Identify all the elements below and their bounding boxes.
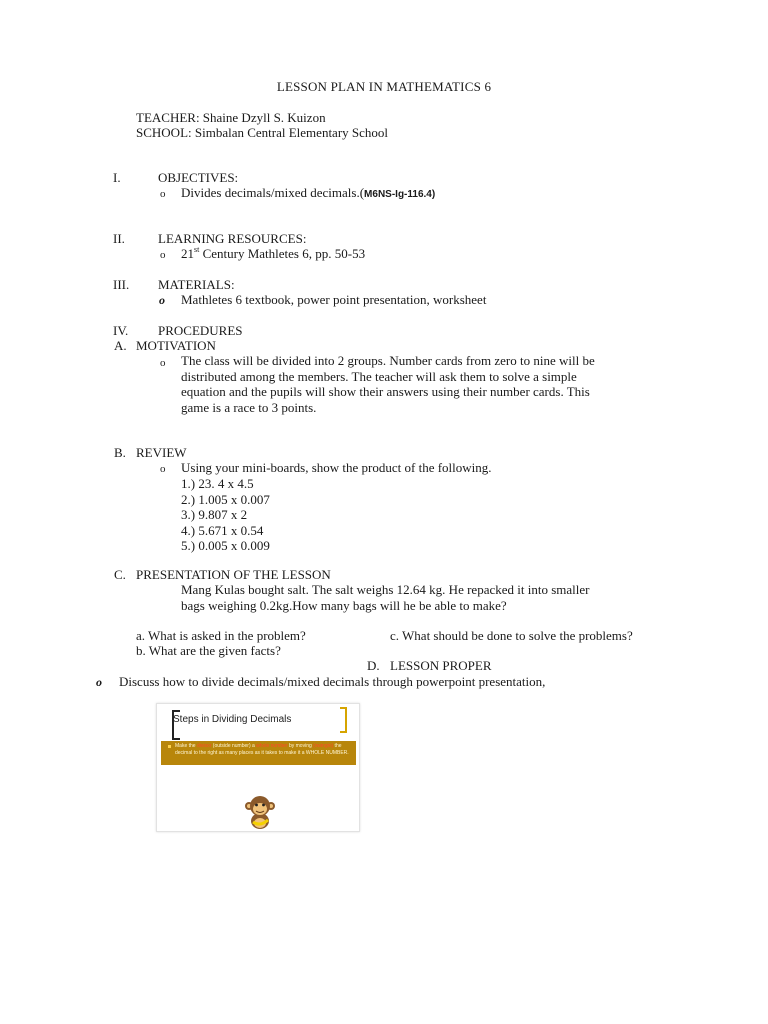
materials-heading: MATERIALS: bbox=[158, 277, 235, 292]
review-item: 5.) 0.005 x 0.009 bbox=[181, 538, 270, 553]
objectives-bullet: o bbox=[160, 188, 166, 200]
presentation-letter: C. bbox=[114, 567, 126, 582]
resources-bullet: o bbox=[160, 249, 166, 261]
monkey-icon bbox=[243, 794, 277, 830]
presentation-problem bbox=[181, 582, 589, 613]
motivation-line: equation and the pupils will show their answers using their number cards. This bbox=[181, 384, 590, 399]
problem-line: bags weighing 0.2kg.How many bags will he be able to make? bbox=[181, 597, 507, 613]
lesson-proper-item: Discuss how to divide decimals/mixed decimals through powerpoint presentation, bbox=[119, 674, 546, 689]
objectives-item-text: Divides decimals/mixed decimals.( bbox=[181, 185, 365, 200]
slide-highlight: (swingin) bbox=[313, 743, 334, 749]
materials-number: III. bbox=[113, 277, 130, 292]
review-item: 4.) 5.671 x 0.54 bbox=[181, 522, 264, 538]
review-list bbox=[181, 476, 270, 554]
lesson-proper-bullet: o bbox=[96, 675, 102, 689]
resources-heading: LEARNING RESOURCES: bbox=[158, 231, 307, 246]
slide-highlight: divisor bbox=[196, 743, 212, 749]
objectives-item bbox=[181, 185, 435, 203]
review-heading: REVIEW bbox=[136, 445, 187, 460]
slide-text: by moving bbox=[287, 743, 314, 749]
resources-item-sup: st bbox=[194, 244, 200, 254]
motivation-heading: MOTIVATION bbox=[136, 338, 216, 353]
motivation-paragraph bbox=[181, 353, 595, 415]
procedures-heading: PROCEDURES bbox=[158, 323, 243, 338]
objectives-heading: OBJECTIVES: bbox=[158, 170, 239, 185]
slide-step-band bbox=[161, 741, 356, 765]
teacher-line: TEACHER: Shaine Dzyll S. Kuizon bbox=[136, 110, 326, 125]
motivation-letter: A. bbox=[114, 338, 127, 353]
motivation-line: The class will be divided into 2 groups. Number cards from zero to nine will be bbox=[181, 353, 595, 368]
slide-text: Make the bbox=[175, 743, 197, 749]
materials-bullet: o bbox=[159, 293, 165, 307]
problem-line: Mang Kulas bought salt. The salt weighs 12.64 kg. He repacked it into smaller bbox=[181, 582, 590, 597]
slide-image bbox=[156, 703, 360, 832]
slide-bullet-square bbox=[168, 745, 171, 748]
review-letter: B. bbox=[114, 445, 126, 460]
page-title: LESSON PLAN IN MATHEMATICS 6 bbox=[276, 79, 492, 94]
slide-highlight: whole number bbox=[256, 743, 288, 749]
question-c: c. What should be done to solve the problems? bbox=[390, 628, 633, 643]
question-b: b. What are the given facts? bbox=[136, 643, 281, 658]
school-line: SCHOOL: Simbalan Central Elementary School bbox=[136, 125, 389, 140]
lesson-proper-letter: D. bbox=[367, 658, 380, 673]
slide-bracket-right bbox=[340, 707, 347, 733]
review-item: 3.) 9.807 x 2 bbox=[181, 507, 248, 522]
resources-item-pre: 21 bbox=[181, 246, 194, 261]
procedures-number: IV. bbox=[113, 323, 129, 338]
objectives-number: I. bbox=[113, 170, 121, 185]
materials-item: Mathletes 6 textbook, power point presentation, worksheet bbox=[181, 292, 487, 307]
resources-item-post: Century Mathletes 6, pp. 50-53 bbox=[199, 246, 366, 261]
motivation-line: distributed among the members. The teacher will ask them to solve a simple bbox=[181, 368, 577, 384]
resources-item bbox=[181, 246, 365, 262]
slide-text: the decimal to the right as many places as it takes to make it a WHOLE NUMBER. bbox=[175, 743, 349, 756]
lesson-proper-heading: LESSON PROPER bbox=[390, 658, 492, 673]
review-item: 1.) 23. 4 x 4.5 bbox=[181, 476, 254, 491]
slide-text: (outside number) a bbox=[211, 743, 257, 749]
review-item: 2.) 1.005 x 0.007 bbox=[181, 491, 270, 507]
slide-title: Steps in Dividing Decimals bbox=[173, 714, 292, 725]
question-a: a. What is asked in the problem? bbox=[136, 628, 306, 643]
presentation-heading: PRESENTATION OF THE LESSON bbox=[136, 567, 331, 582]
motivation-bullet: o bbox=[160, 357, 166, 369]
resources-number: II. bbox=[113, 231, 125, 246]
motivation-line: game is a race to 3 points. bbox=[181, 399, 317, 415]
review-bullet: o bbox=[160, 463, 166, 475]
slide-step-text bbox=[175, 743, 353, 756]
competency-code: M6NS-Ig-116.4) bbox=[364, 189, 436, 200]
review-intro: Using your mini-boards, show the product of the following. bbox=[181, 460, 492, 475]
